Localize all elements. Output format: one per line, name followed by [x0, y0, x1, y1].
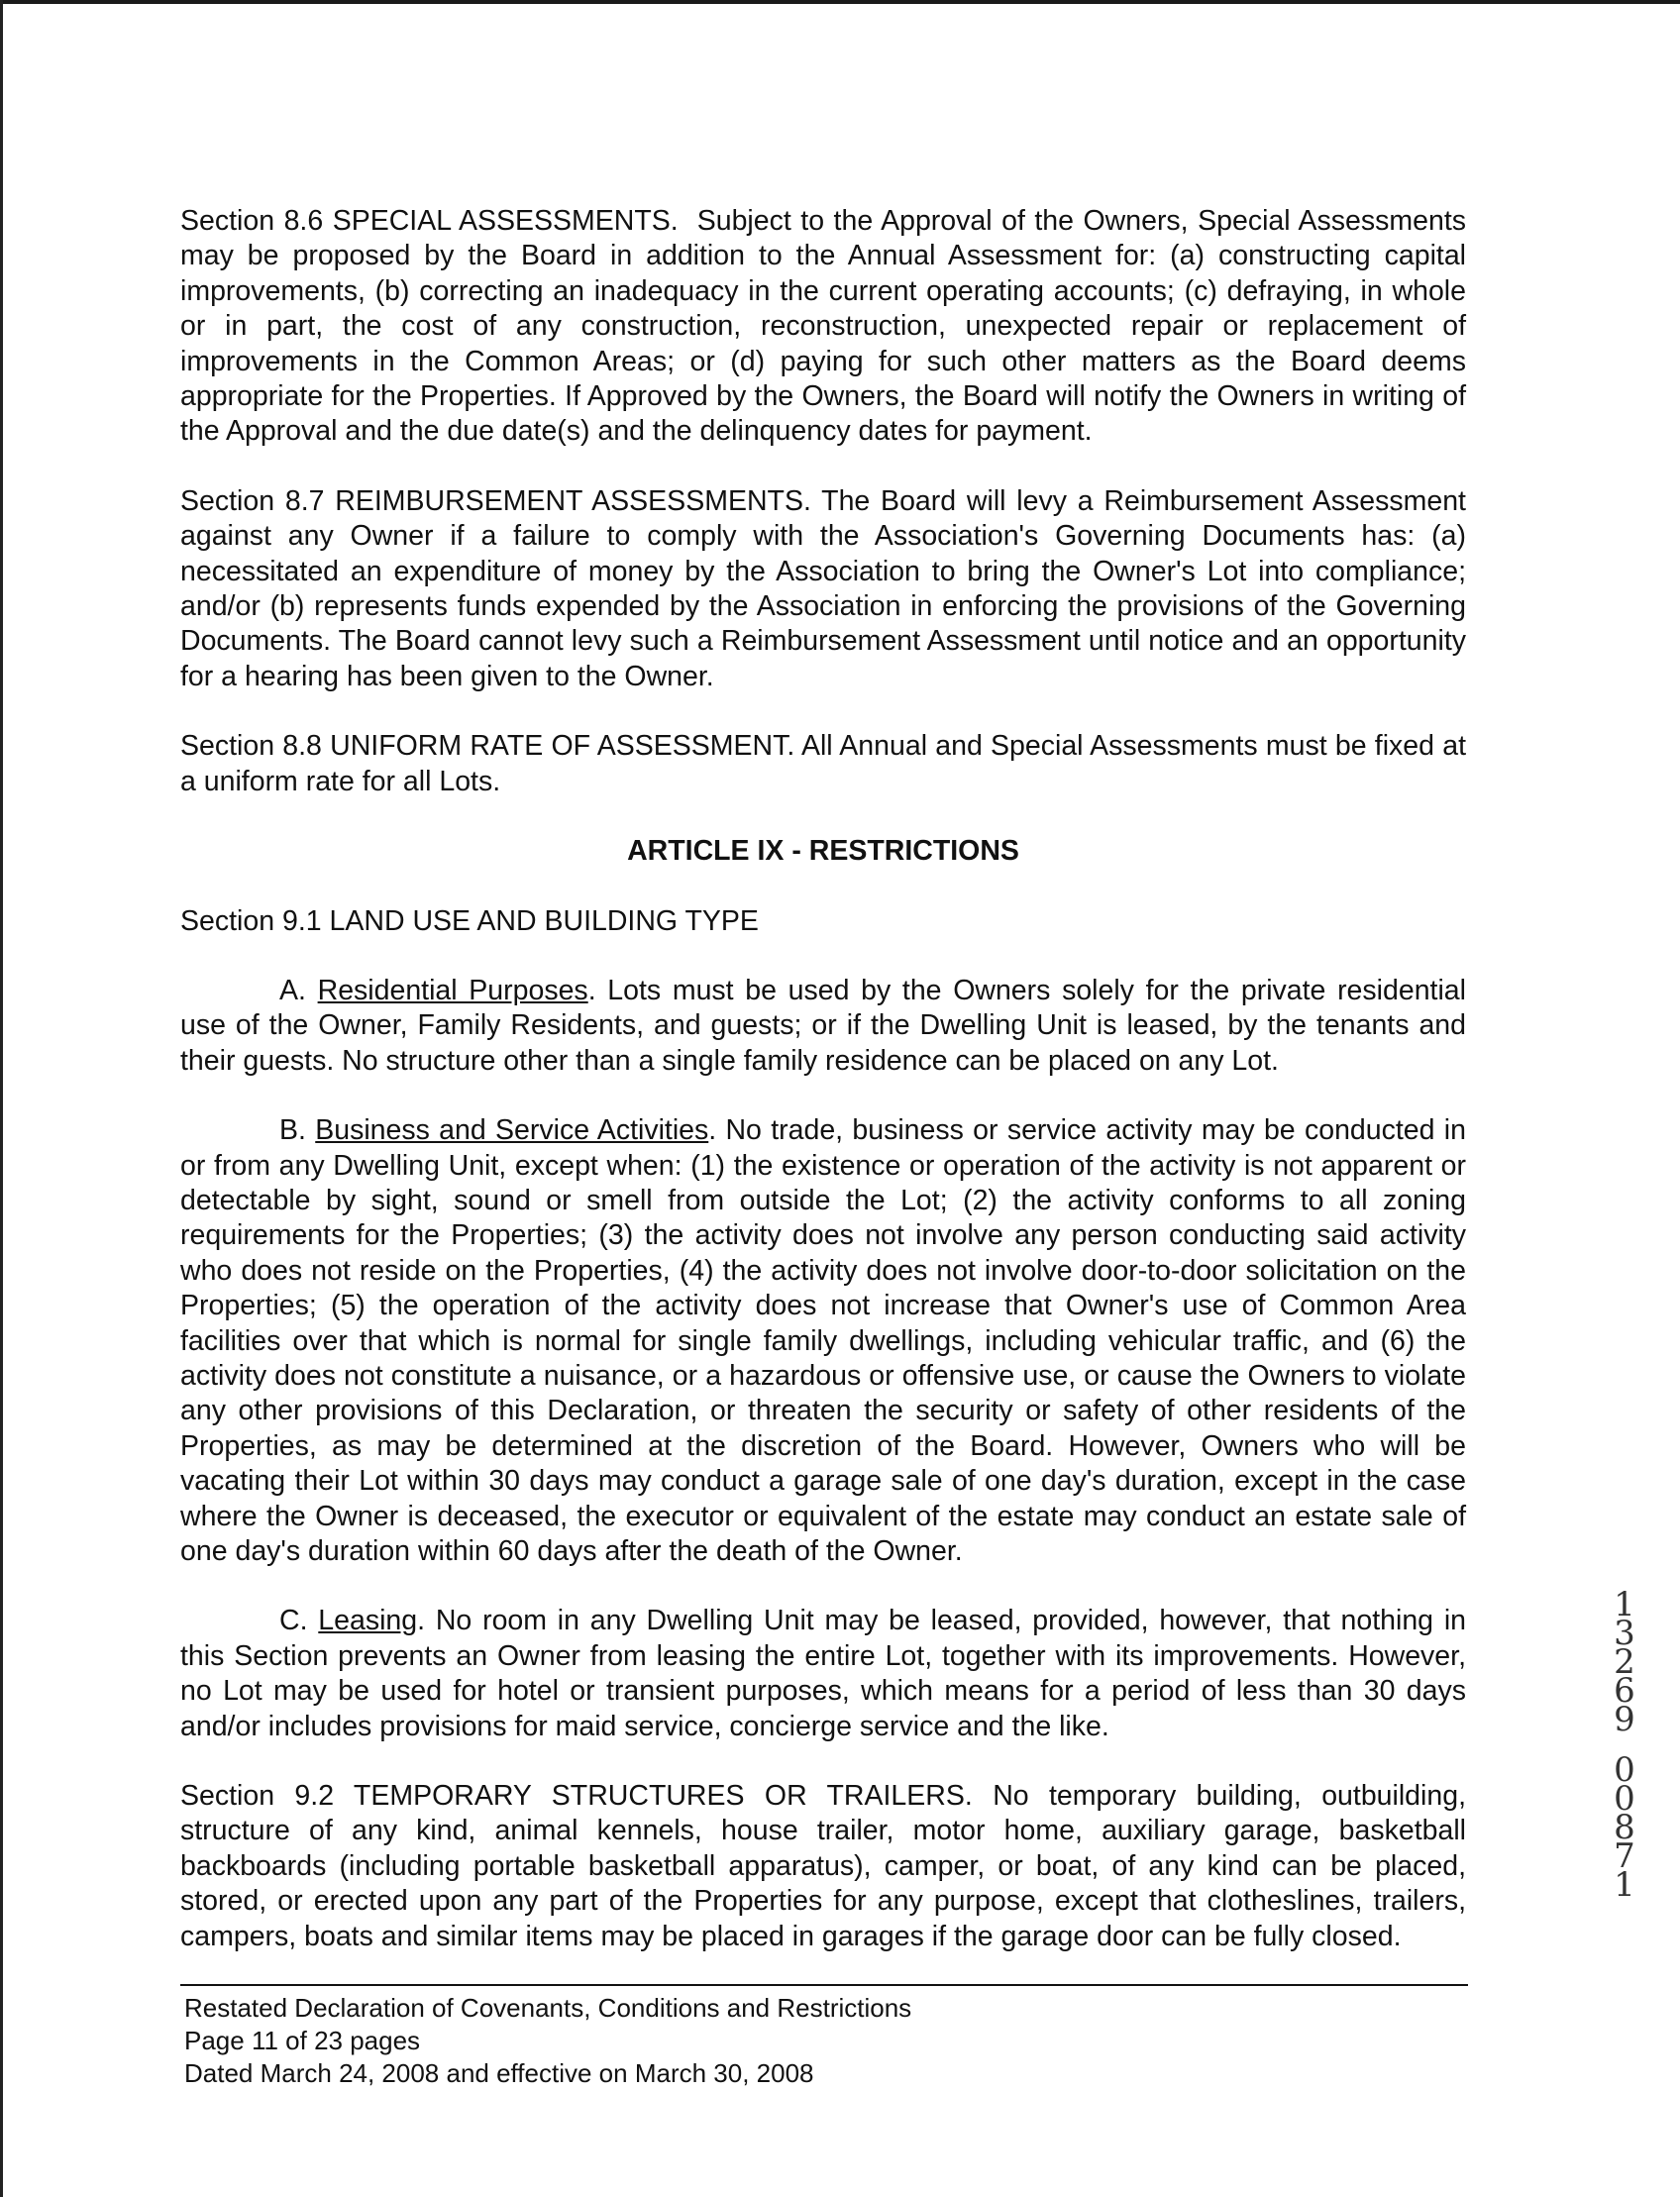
- stamp-digit: 3: [1614, 1614, 1635, 1653]
- stamp-digit: 6: [1614, 1671, 1635, 1711]
- subsection-b-title: Business and Service Activities: [315, 1114, 709, 1147]
- subsection-c-text: . No room in any Dwelling Unit may be leased, provided, however, that nothing in this Section prevents an Owner from leasing the entire Lot, together with its improvements. However, no Lot may be used for hotel or transient purposes, which means for a period of less than 30 days and/or includes provisions for maid service, concierge service and the like.: [180, 1605, 1466, 1742]
- section-8-6: [180, 204, 1466, 450]
- section-8-8-heading: Section 8.8 UNIFORM RATE OF ASSESSMENT.: [180, 730, 795, 763]
- subsection-b: [180, 1113, 1466, 1569]
- stamp-digit: 1: [1614, 1865, 1635, 1905]
- stamp-digit: 0: [1614, 1779, 1635, 1819]
- section-8-7-text: The Board will levy a Reimbursement Assessment against any Owner if a failure to comply with the Association's Governing Documents has: (a) necessitated an expenditure of money by the Association to bring the Owner's Lot into compliance; and/or (b) represents funds expended by the Association in enforcing the provisions of the Governing Documents. The Board cannot levy such a Reimbursement Assessment until notice and an opportunity for a hearing has been given to the Owner.: [180, 484, 1466, 692]
- subsection-a-text: . Lots must be used by the Owners solely for the private residential use of the Owner, Family Residents, and guests; or if the Dwelling Unit is leased, by the tenants and their guests. No structure other than a single family residence can be placed on any Lot.: [180, 974, 1466, 1077]
- scan-edge-top: [0, 0, 1680, 4]
- section-8-8: [180, 729, 1466, 799]
- footer-page-number: Page 11 of 23 pages: [184, 2026, 421, 2055]
- section-8-8-text: All Annual and Special Assessments must be fixed at a uniform rate for all Lots.: [180, 730, 1466, 797]
- stamp-digit: 9: [1614, 1700, 1635, 1739]
- footer-date: Dated March 24, 2008 and effective on March 30, 2008: [184, 2058, 814, 2088]
- page-footer: [184, 1992, 1373, 2090]
- subsection-b-prefix: B.: [279, 1114, 316, 1147]
- document-body: [180, 204, 1466, 1989]
- footer-document-title: Restated Declaration of Covenants, Conditions and Restrictions: [184, 1993, 912, 2023]
- stamp-digit: 7: [1614, 1836, 1635, 1876]
- section-9-2-text: No temporary building, outbuilding, structure of any kind, animal kennels, house trailer, motor home, auxiliary garage, basketball backboards (including portable basketball apparatus), camper, or boat, of any kind can be placed, stored, or erected upon any part of the Properties for any purpose, except that clotheslines, trailers, campers, boats and similar items may be placed in garages if the garage door can be fully closed.: [180, 1780, 1466, 1952]
- section-9-1-heading: Section 9.1 LAND USE AND BUILDING TYPE: [180, 904, 759, 937]
- stamp-digit: 8: [1614, 1808, 1635, 1847]
- section-8-6-text: Subject to the Approval of the Owners, Special Assessments may be proposed by the Board in addition to the Annual Assessment for: (a) constructing capital improvements, (b) correcting an inadequacy in the current operating accounts; (c) defraying, in whole or in part, the cost of any construction, reconstruction, unexpected repair or replacement of improvements in the Common Areas; or (d) paying for such other matters as the Board deems appropriate for the Properties. If Approved by the Owners, the Board will notify the Owners in writing of the Approval and the due date(s) and the delinquency dates for payment.: [180, 205, 1466, 448]
- section-8-6-heading: Section 8.6 SPECIAL ASSESSMENTS.: [180, 205, 679, 237]
- section-8-7-heading: Section 8.7 REIMBURSEMENT ASSESSMENTS.: [180, 484, 811, 517]
- stamp-digit: 2: [1614, 1642, 1635, 1682]
- section-9-2-heading: Section 9.2 TEMPORARY STRUCTURES OR TRAILERS.: [180, 1780, 973, 1813]
- subsection-b-text: . No trade, business or service activity may be conducted in or from any Dwelling Unit, except when: (1) the existence or operation of the activity is not apparent or detectable by sight, sound or smell from outside the Lot; (2) the activity conforms to all zoning requirements for the Properties; (3) the activity does not involve any person conducting said activity who does not reside on the Properties, (4) the activity does not involve door-to-door solicitation on the Properties; (5) the operation of the activity does not increase that Owner's use of Common Area facilities over that which is normal for single family dwellings, including vehicular traffic, and (6) the activity does not constitute a nuisance, or a hazardous or offensive use, or cause the Owners to violate any other provisions of this Declaration, or threaten the security or safety of other residents of the Properties, as may be determined at the discretion of the Board. However, Owners who will be vacating their Lot within 30 days may conduct a garage sale of one day's duration, except in the case where the Owner is deceased, the executor or equivalent of the estate may conduct an estate sale of one day's duration within 60 days after the death of the Owner.: [180, 1114, 1466, 1567]
- subsection-c-prefix: C.: [279, 1605, 319, 1637]
- subsection-c: [180, 1604, 1466, 1744]
- subsection-a-prefix: A.: [279, 974, 318, 1006]
- subsection-a: [180, 974, 1466, 1079]
- recording-number-stamp: [1605, 1585, 1644, 1905]
- stamp-digit: 1: [1614, 1585, 1635, 1624]
- scan-edge-left: [0, 0, 3, 2197]
- stamp-digit: 0: [1614, 1750, 1635, 1790]
- subsection-a-title: Residential Purposes: [317, 974, 588, 1006]
- section-9-2: [180, 1779, 1466, 1954]
- section-8-7: [180, 484, 1466, 694]
- article-title: ARTICLE IX - RESTRICTIONS: [627, 835, 1019, 868]
- footer-divider: [180, 1984, 1468, 1986]
- subsection-c-title: Leasing: [318, 1605, 418, 1637]
